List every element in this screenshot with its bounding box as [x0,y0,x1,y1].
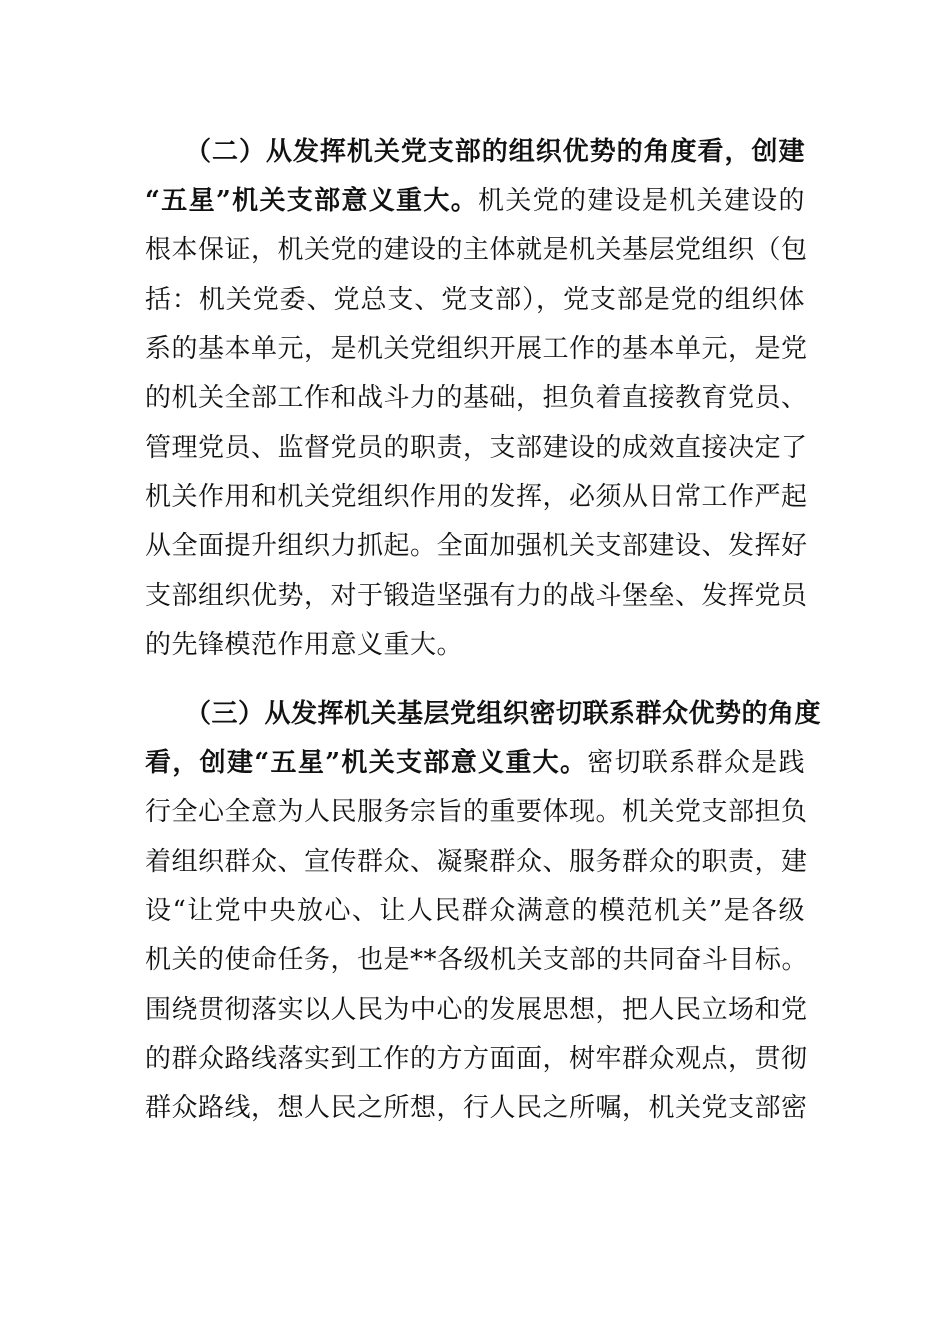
text-line [145,885,805,937]
body-text: 的先锋模范作用意义重大。 [145,630,464,660]
bold-heading-text: 看，创建“五星”机关支部意义重大。 [145,748,588,778]
body-text: 支部组织优势，对于锻造坚强有力的战斗堡垒、发挥党员 [145,581,808,611]
text-line [145,372,808,424]
bold-heading-text: （二）从发挥机关党支部的组织优势的角度看，创建 [185,137,805,167]
body-text: 根本保证，机关党的建设的主体就是机关基层党组织（包 [145,235,808,265]
text-line [145,520,808,572]
text-line [185,126,805,178]
body-text: 机关作用和机关党组织作用的发挥，必须从日常工作严起 [145,482,808,512]
body-text: 着组织群众、宣传群众、凝聚群众、服务群众的职责，建 [145,847,808,877]
text-line [145,570,808,622]
body-text: 从全面提升组织力抓起。全面加强机关支部建设、发挥好 [145,531,808,561]
text-line [185,688,822,740]
text-line [145,1033,808,1085]
body-text: 行全心全意为人民服务宗旨的重要体现。机关党支部担负 [145,797,808,827]
body-text: 括：机关党委、党总支、党支部），党支部是党的组织体 [145,285,805,315]
text-line [145,984,808,1036]
text-line [145,1082,808,1134]
text-line [145,471,808,523]
text-line [145,274,805,326]
text-line [145,224,808,276]
text-line [145,786,808,838]
body-text: 系的基本单元，是机关党组织开展工作的基本单元，是党 [145,334,808,364]
text-line [145,175,805,227]
text-line [145,619,805,671]
body-text: 的群众路线落实到工作的方方面面，树牢群众观点，贯彻 [145,1044,808,1074]
text-line [145,422,808,474]
bold-heading-text: “五星”机关支部意义重大。 [145,186,479,216]
body-text: 的机关全部工作和战斗力的基础，担负着直接教育党员、 [145,383,808,413]
text-line [145,934,809,986]
body-text: 机关党的建设是机关建设的 [478,186,805,216]
bold-heading-text: （三）从发挥机关基层党组织密切联系群众优势的角度 [185,699,822,729]
body-text: 群众路线，想人民之所想，行人民之所嘱，机关党支部密 [145,1093,808,1123]
text-line [145,323,808,375]
body-text: 管理党员、监督党员的职责，支部建设的成效直接决定了 [145,433,808,463]
body-text: 设“让党中央放心、让人民群众满意的模范机关”是各级 [145,896,805,926]
text-line [145,836,808,888]
body-text: 围绕贯彻落实以人民为中心的发展思想，把人民立场和党 [145,995,808,1025]
body-text: 机关的使命任务，也是**各级机关支部的共同奋斗目标。 [145,945,809,975]
text-line [145,737,805,789]
body-text: 密切联系群众是践 [587,748,805,778]
